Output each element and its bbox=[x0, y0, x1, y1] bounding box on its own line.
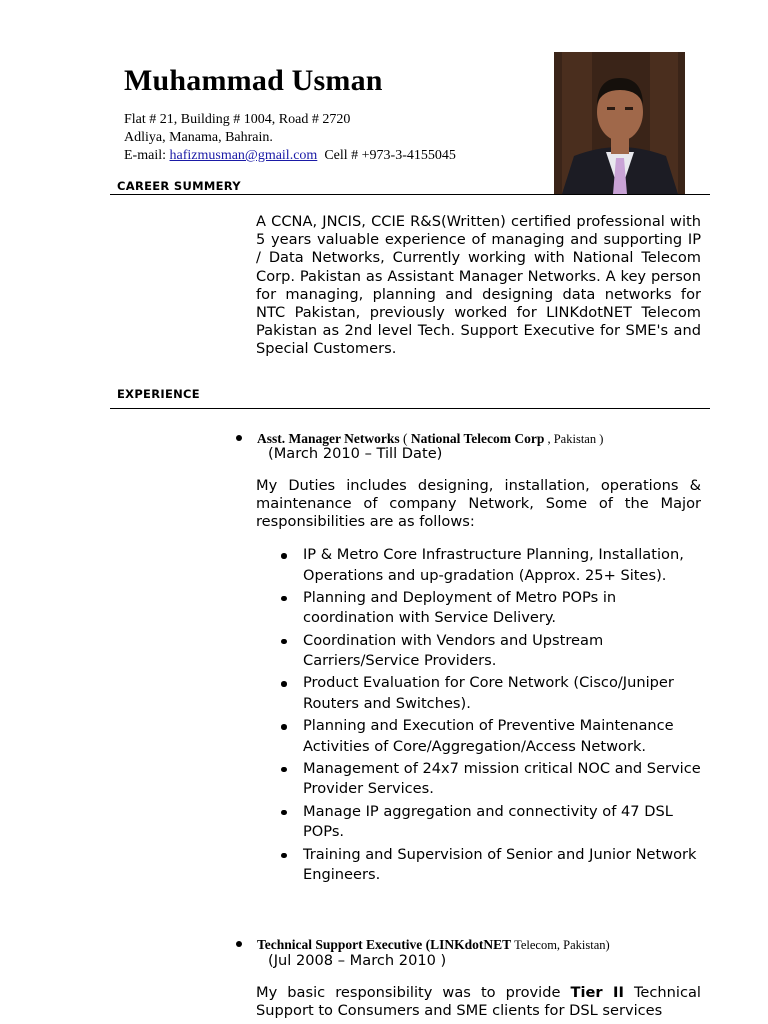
job-2-intro-a: My basic responsibility was to provide bbox=[256, 984, 571, 1001]
list-item: Management of 24x7 mission critical NOC and Service Provider Services. bbox=[256, 759, 706, 800]
job-2-open: ( bbox=[422, 937, 431, 952]
list-item: IP & Metro Core Infrastructure Planning, Installation, Operations and up-gradation (Approx. 25+ Sites). bbox=[256, 545, 706, 586]
job-2-company: LINKdotNET bbox=[430, 937, 512, 952]
job-1-dates: (March 2010 – Till Date) bbox=[268, 445, 443, 462]
contact-block bbox=[124, 111, 456, 165]
job-2-intro bbox=[256, 984, 701, 1020]
job-1-duties-list bbox=[256, 545, 706, 887]
list-item: Planning and Execution of Preventive Maintenance Activities of Core/Aggregation/Access Network. bbox=[256, 716, 706, 757]
email-link[interactable]: hafizmusman@gmail.com bbox=[169, 148, 318, 163]
experience-section-title: EXPERIENCE bbox=[117, 387, 200, 401]
email-cell-line bbox=[124, 147, 456, 165]
bullet-icon bbox=[236, 941, 242, 947]
job-1-open: ( bbox=[399, 431, 411, 446]
job-2-intro-b: Technical Support to Consumers and SME clients for DSL services bbox=[256, 984, 701, 1020]
job-1-location: , Pakistan ) bbox=[544, 432, 604, 446]
address-line-1: Flat # 21, Building # 1004, Road # 2720 bbox=[124, 112, 351, 127]
job-1-title: Asst. Manager Networks bbox=[257, 431, 400, 446]
job-1-company: National Telecom Corp bbox=[410, 431, 545, 446]
list-item: Planning and Deployment of Metro POPs in coordination with Service Delivery. bbox=[256, 588, 706, 629]
job-1-intro: My Duties includes designing, installation, operations & maintenance of company Network, Some of the Major responsibilities are as follows: bbox=[256, 477, 701, 531]
list-item: Coordination with Vendors and Upstream Carriers/Service Providers. bbox=[256, 631, 706, 672]
career-section-title: CAREER SUMMERY bbox=[117, 179, 241, 193]
job-2-title: Technical Support Executive bbox=[257, 937, 423, 952]
profile-photo-image bbox=[554, 52, 685, 194]
experience-divider bbox=[110, 408, 710, 409]
job-2-intro-bold: Tier II bbox=[570, 984, 624, 1001]
profile-photo bbox=[554, 52, 685, 194]
list-item: Product Evaluation for Core Network (Cisco/Juniper Routers and Switches). bbox=[256, 673, 706, 714]
email-label: E-mail: bbox=[124, 148, 170, 163]
career-summary-text: A CCNA, JNCIS, CCIE R&S(Written) certified professional with 5 years valuable experience of managing and supporting IP / Data Networks, Currently working with National Telecom Corp. Pakistan as Assistant Manager Networks. A key person for managing, planning and designing data networks for NTC Pakistan, previously worked for LINKdotNET Telecom Pakistan as 2nd level Tech. Support Executive for SME's and Special Customers. bbox=[256, 213, 701, 358]
job-2-dates: (Jul 2008 – March 2010 ) bbox=[268, 952, 447, 969]
cell-number: Cell # +973-3-4155045 bbox=[317, 148, 456, 163]
address-line-2: Adliya, Manama, Bahrain. bbox=[124, 130, 273, 145]
bullet-icon bbox=[236, 435, 242, 441]
resume-name: Muhammad Usman bbox=[124, 64, 383, 97]
job-2-location: Telecom, Pakistan) bbox=[511, 938, 610, 952]
list-item: Training and Supervision of Senior and Junior Network Engineers. bbox=[256, 845, 706, 886]
job-2-heading bbox=[236, 934, 610, 953]
career-divider bbox=[110, 194, 710, 195]
list-item: Manage IP aggregation and connectivity of 47 DSL POPs. bbox=[256, 802, 706, 843]
